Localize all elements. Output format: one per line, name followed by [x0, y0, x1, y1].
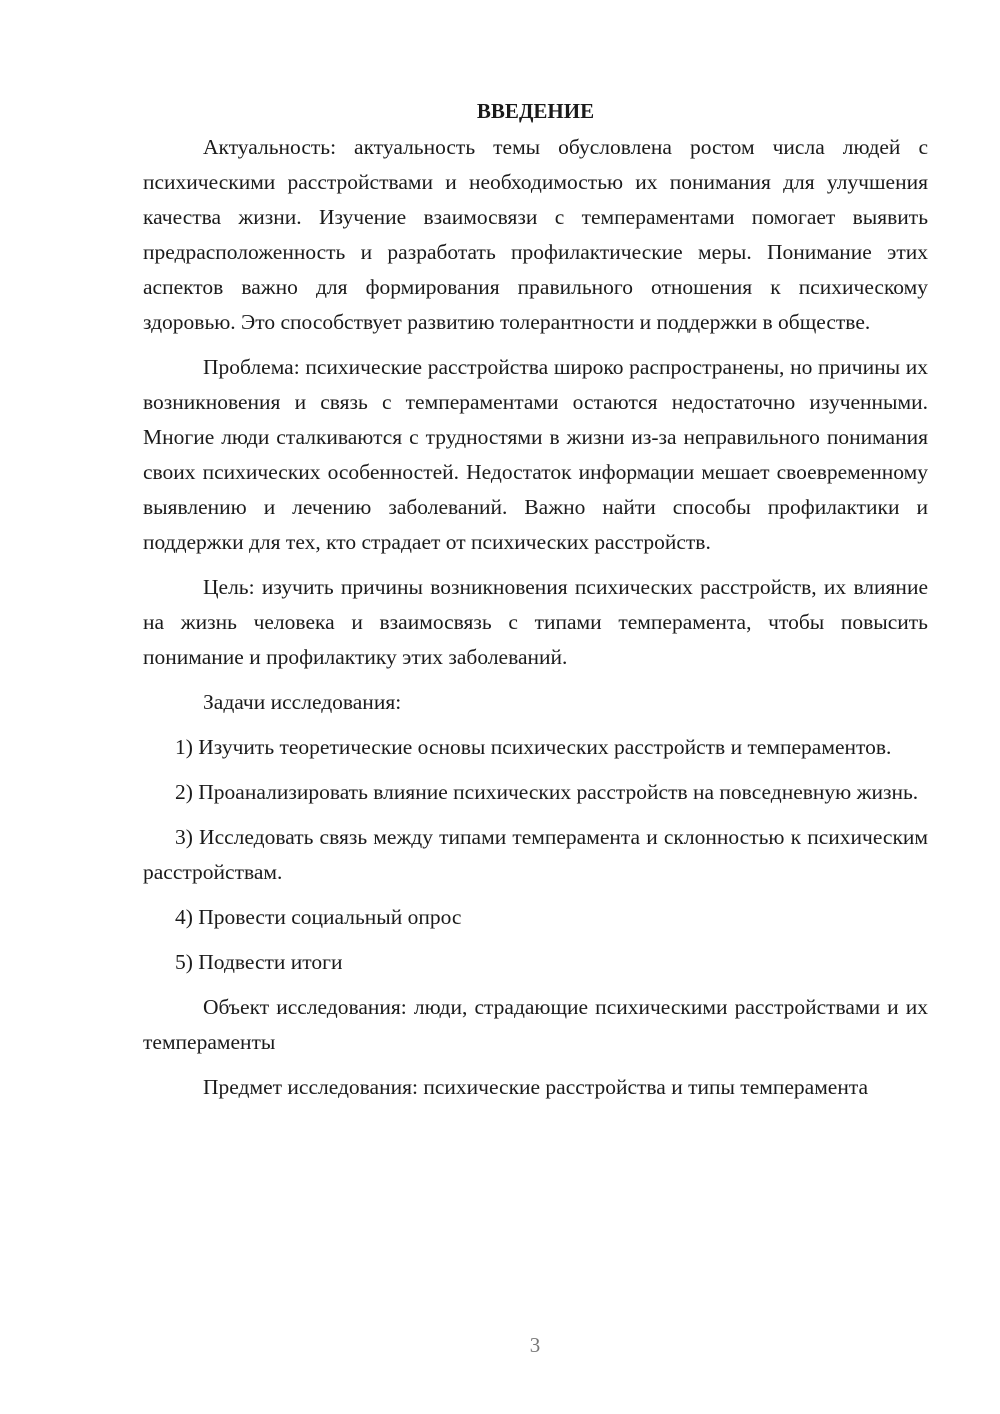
task-item-4: 4) Провести социальный опрос	[175, 905, 462, 929]
research-subject: Предмет исследования: психические расстройства и типы темперамента	[203, 1075, 869, 1099]
page-title: ВВЕДЕНИЕ	[476, 99, 595, 123]
research-object: Объект исследования: люди, страдающие психическими расстройствами и их темпераменты	[143, 995, 928, 1054]
paragraph-problem: Проблема: психические расстройства широко распространены, но причины их возникновения и связь с темпераментами остаются недостаточно изученными. Многие люди сталкиваются с трудностями в жизни из-за неправильного понимания своих психических особенностей. Недостаток информации мешает своевременному выявлению и лечению заболеваний. Важно найти способы профилактики и поддержки для тех, кто страдает от психических расстройств.	[143, 355, 928, 554]
task-item-1: 1) Изучить теоретические основы психических расстройств и темпераментов.	[175, 735, 892, 759]
task-item-2: 2) Проанализировать влияние психических расстройств на повседневную жизнь.	[175, 780, 919, 804]
paragraph-goal: Цель: изучить причины возникновения психических расстройств, их влияние на жизнь человека и взаимосвязь с типами темперамента, чтобы повысить понимание и профилактику этих заболеваний.	[143, 575, 928, 669]
tasks-heading: Задачи исследования:	[203, 690, 402, 714]
task-item-5: 5) Подвести итоги	[175, 950, 343, 974]
document-page	[143, 96, 928, 1115]
paragraph-relevance: Актуальность: актуальность темы обусловлена ростом числа людей с психическими расстройствами и необходимостью их понимания для улучшения качества жизни. Изучение взаимосвязи с темпераментами помогает выявить предрасположенность и разработать профилактические меры. Понимание этих аспектов важно для формирования правильного отношения к психическому здоровью. Это способствует развитию толерантности и поддержки в обществе.	[143, 135, 928, 334]
page-number: 3	[529, 1333, 541, 1357]
task-item-3: 3) Исследовать связь между типами темперамента и склонностью к психическим расстройствам.	[143, 825, 928, 884]
